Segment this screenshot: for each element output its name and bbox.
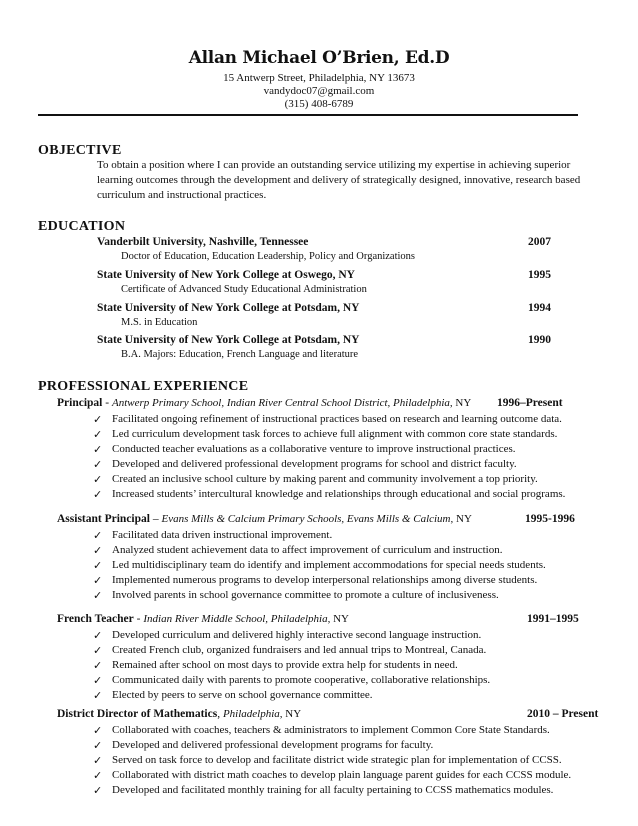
checkmark-icon: ✓: [93, 544, 103, 557]
objective-heading: OBJECTIVE: [38, 143, 122, 158]
job-years: 1995-1996: [525, 513, 575, 525]
job-header: [57, 708, 602, 720]
list-item: ✓ Developed and facilitated monthly training for all faculty pertaining to CCSS mathematics modules.: [93, 784, 554, 797]
job-organization: Evans Mills & Calcium Primary Schools, Evans Mills & Calcium,: [161, 513, 454, 525]
education-year: 2007: [528, 236, 551, 248]
list-item: ✓ Led curriculum development task forces to achieve full alignment with common core state standards.: [93, 428, 558, 441]
experience-heading: PROFESSIONAL EXPERIENCE: [38, 379, 249, 394]
checkmark-icon: ✓: [93, 769, 103, 782]
list-item: ✓ Developed curriculum and delivered highly interactive second language instruction.: [93, 629, 482, 642]
address: 15 Antwerp Street, Philadelphia, NY 13673: [223, 72, 415, 84]
education-school: State University of New York College at Potsdam, NY: [97, 334, 360, 346]
checkmark-icon: ✓: [93, 458, 103, 471]
checkmark-icon: ✓: [93, 739, 103, 752]
list-item: ✓ Facilitated ongoing refinement of instructional practices based on research and learning outcome data.: [93, 413, 562, 426]
job-title: District Director of Mathematics: [57, 708, 218, 720]
list-item: ✓ Created an inclusive school culture by making parent and community involvement a top priority.: [93, 473, 538, 486]
checkmark-icon: ✓: [93, 754, 103, 767]
job-title: Assistant Principal: [57, 513, 150, 525]
list-item: ✓ Implemented numerous programs to develop interpersonal relationships among diverse students.: [93, 574, 538, 587]
job-location: NY: [282, 708, 302, 720]
list-item: ✓ Increased students’ intercultural knowledge and relationships through educational and social programs.: [93, 488, 566, 501]
job-organization: Philadelphia,: [222, 708, 283, 720]
job-bullets: [93, 723, 613, 798]
job-years: 1996–Present: [497, 397, 563, 409]
list-item: ✓ Elected by peers to serve on school governance committee.: [93, 689, 373, 702]
job-bullets: [93, 628, 613, 703]
checkmark-icon: ✓: [93, 428, 103, 441]
education-degree: Doctor of Education, Education Leadership, Policy and Organizations: [121, 251, 416, 262]
checkmark-icon: ✓: [93, 629, 103, 642]
job-years: 1991–1995: [527, 613, 579, 625]
checkmark-icon: ✓: [93, 724, 103, 737]
list-item: ✓ Remained after school on most days to provide extra help for students in need.: [93, 659, 458, 672]
job-bullets: [93, 528, 613, 603]
job-header: [57, 513, 602, 525]
education-year: 1995: [528, 269, 551, 281]
checkmark-icon: ✓: [93, 488, 103, 501]
checkmark-icon: ✓: [93, 659, 103, 672]
job-header: [57, 397, 602, 409]
phone: (315) 408-6789: [284, 98, 354, 110]
education-degree: M.S. in Education: [121, 317, 198, 328]
job-separator: -: [133, 613, 144, 625]
list-item: ✓ Developed and delivered professional development programs for faculty.: [93, 739, 434, 752]
list-item: ✓ Analyzed student achievement data to affect improvement of curriculum and instruction.: [93, 544, 503, 557]
list-item: ✓ Collaborated with coaches, teachers & administrators to implement Common Core State Standards.: [93, 724, 550, 737]
job-title: Principal: [57, 397, 103, 409]
checkmark-icon: ✓: [93, 574, 103, 587]
job-header: [57, 613, 602, 625]
job-bullets: [93, 412, 613, 502]
list-item: ✓ Served on task force to develop and facilitate district wide strategic plan for implementation of CCSS.: [93, 754, 562, 767]
list-item: ✓ Collaborated with district math coaches to develop plain language parent guides for each CCSS module.: [93, 769, 572, 782]
job-separator: -: [102, 397, 112, 409]
list-item: ✓ Developed and delivered professional development programs for school and district faculty.: [93, 458, 517, 471]
education-degree: Certificate of Advanced Study Educational Administration: [121, 284, 367, 295]
education-degree: B.A. Majors: Education, French Language and literature: [121, 349, 359, 360]
objective-text: To obtain a position where I can provide an outstanding service utilizing my expertise in achieving superior learning outcomes through the development and delivery of strategically designed, innovative, research based curriculum and instructional practices.: [97, 159, 581, 201]
checkmark-icon: ✓: [93, 689, 103, 702]
job-location: NY: [330, 613, 349, 625]
checkmark-icon: ✓: [93, 644, 103, 657]
email: vandydoc07@gmail.com: [263, 85, 375, 97]
checkmark-icon: ✓: [93, 589, 103, 602]
job-years: 2010 – Present: [527, 708, 599, 720]
checkmark-icon: ✓: [93, 559, 103, 572]
job-title: French Teacher: [57, 613, 134, 625]
checkmark-icon: ✓: [93, 674, 103, 687]
checkmark-icon: ✓: [93, 473, 103, 486]
list-item: ✓ Created French club, organized fundraisers and led annual trips to Montreal, Canada.: [93, 644, 487, 657]
checkmark-icon: ✓: [93, 413, 103, 426]
list-item: ✓ Communicated daily with parents to promote cooperative, collaborative relationships.: [93, 674, 491, 687]
checkmark-icon: ✓: [93, 784, 103, 797]
list-item: ✓ Conducted teacher evaluations as a collaborative venture to improve instructional practices.: [93, 443, 516, 456]
list-item: ✓ Involved parents in school governance committee to promote a culture of inclusiveness.: [93, 589, 499, 602]
job-separator: –: [149, 513, 162, 525]
education-heading: EDUCATION: [38, 219, 126, 234]
candidate-name: Allan Michael O’Brien, Ed.D: [188, 48, 450, 68]
education-year: 1994: [528, 302, 551, 314]
job-organization: Indian River Middle School, Philadelphia,: [143, 613, 331, 625]
education-year: 1990: [528, 334, 551, 346]
list-item: ✓ Facilitated data driven instructional improvement.: [93, 529, 333, 542]
job-organization: Antwerp Primary School, Indian River Central School District, Philadelphia,: [111, 397, 453, 409]
education-school: Vanderbilt University, Nashville, Tennessee: [97, 236, 309, 248]
education-school: State University of New York College at Potsdam, NY: [97, 302, 360, 314]
job-location: NY: [452, 397, 472, 409]
job-location: NY: [453, 513, 472, 525]
list-item: ✓ Led multidisciplinary team do identify and implement accommodations for special needs students.: [93, 559, 546, 572]
education-school: State University of New York College at Oswego, NY: [97, 269, 355, 281]
header-divider: [38, 114, 578, 116]
checkmark-icon: ✓: [93, 529, 103, 542]
job-separator: ,: [217, 708, 223, 720]
checkmark-icon: ✓: [93, 443, 103, 456]
